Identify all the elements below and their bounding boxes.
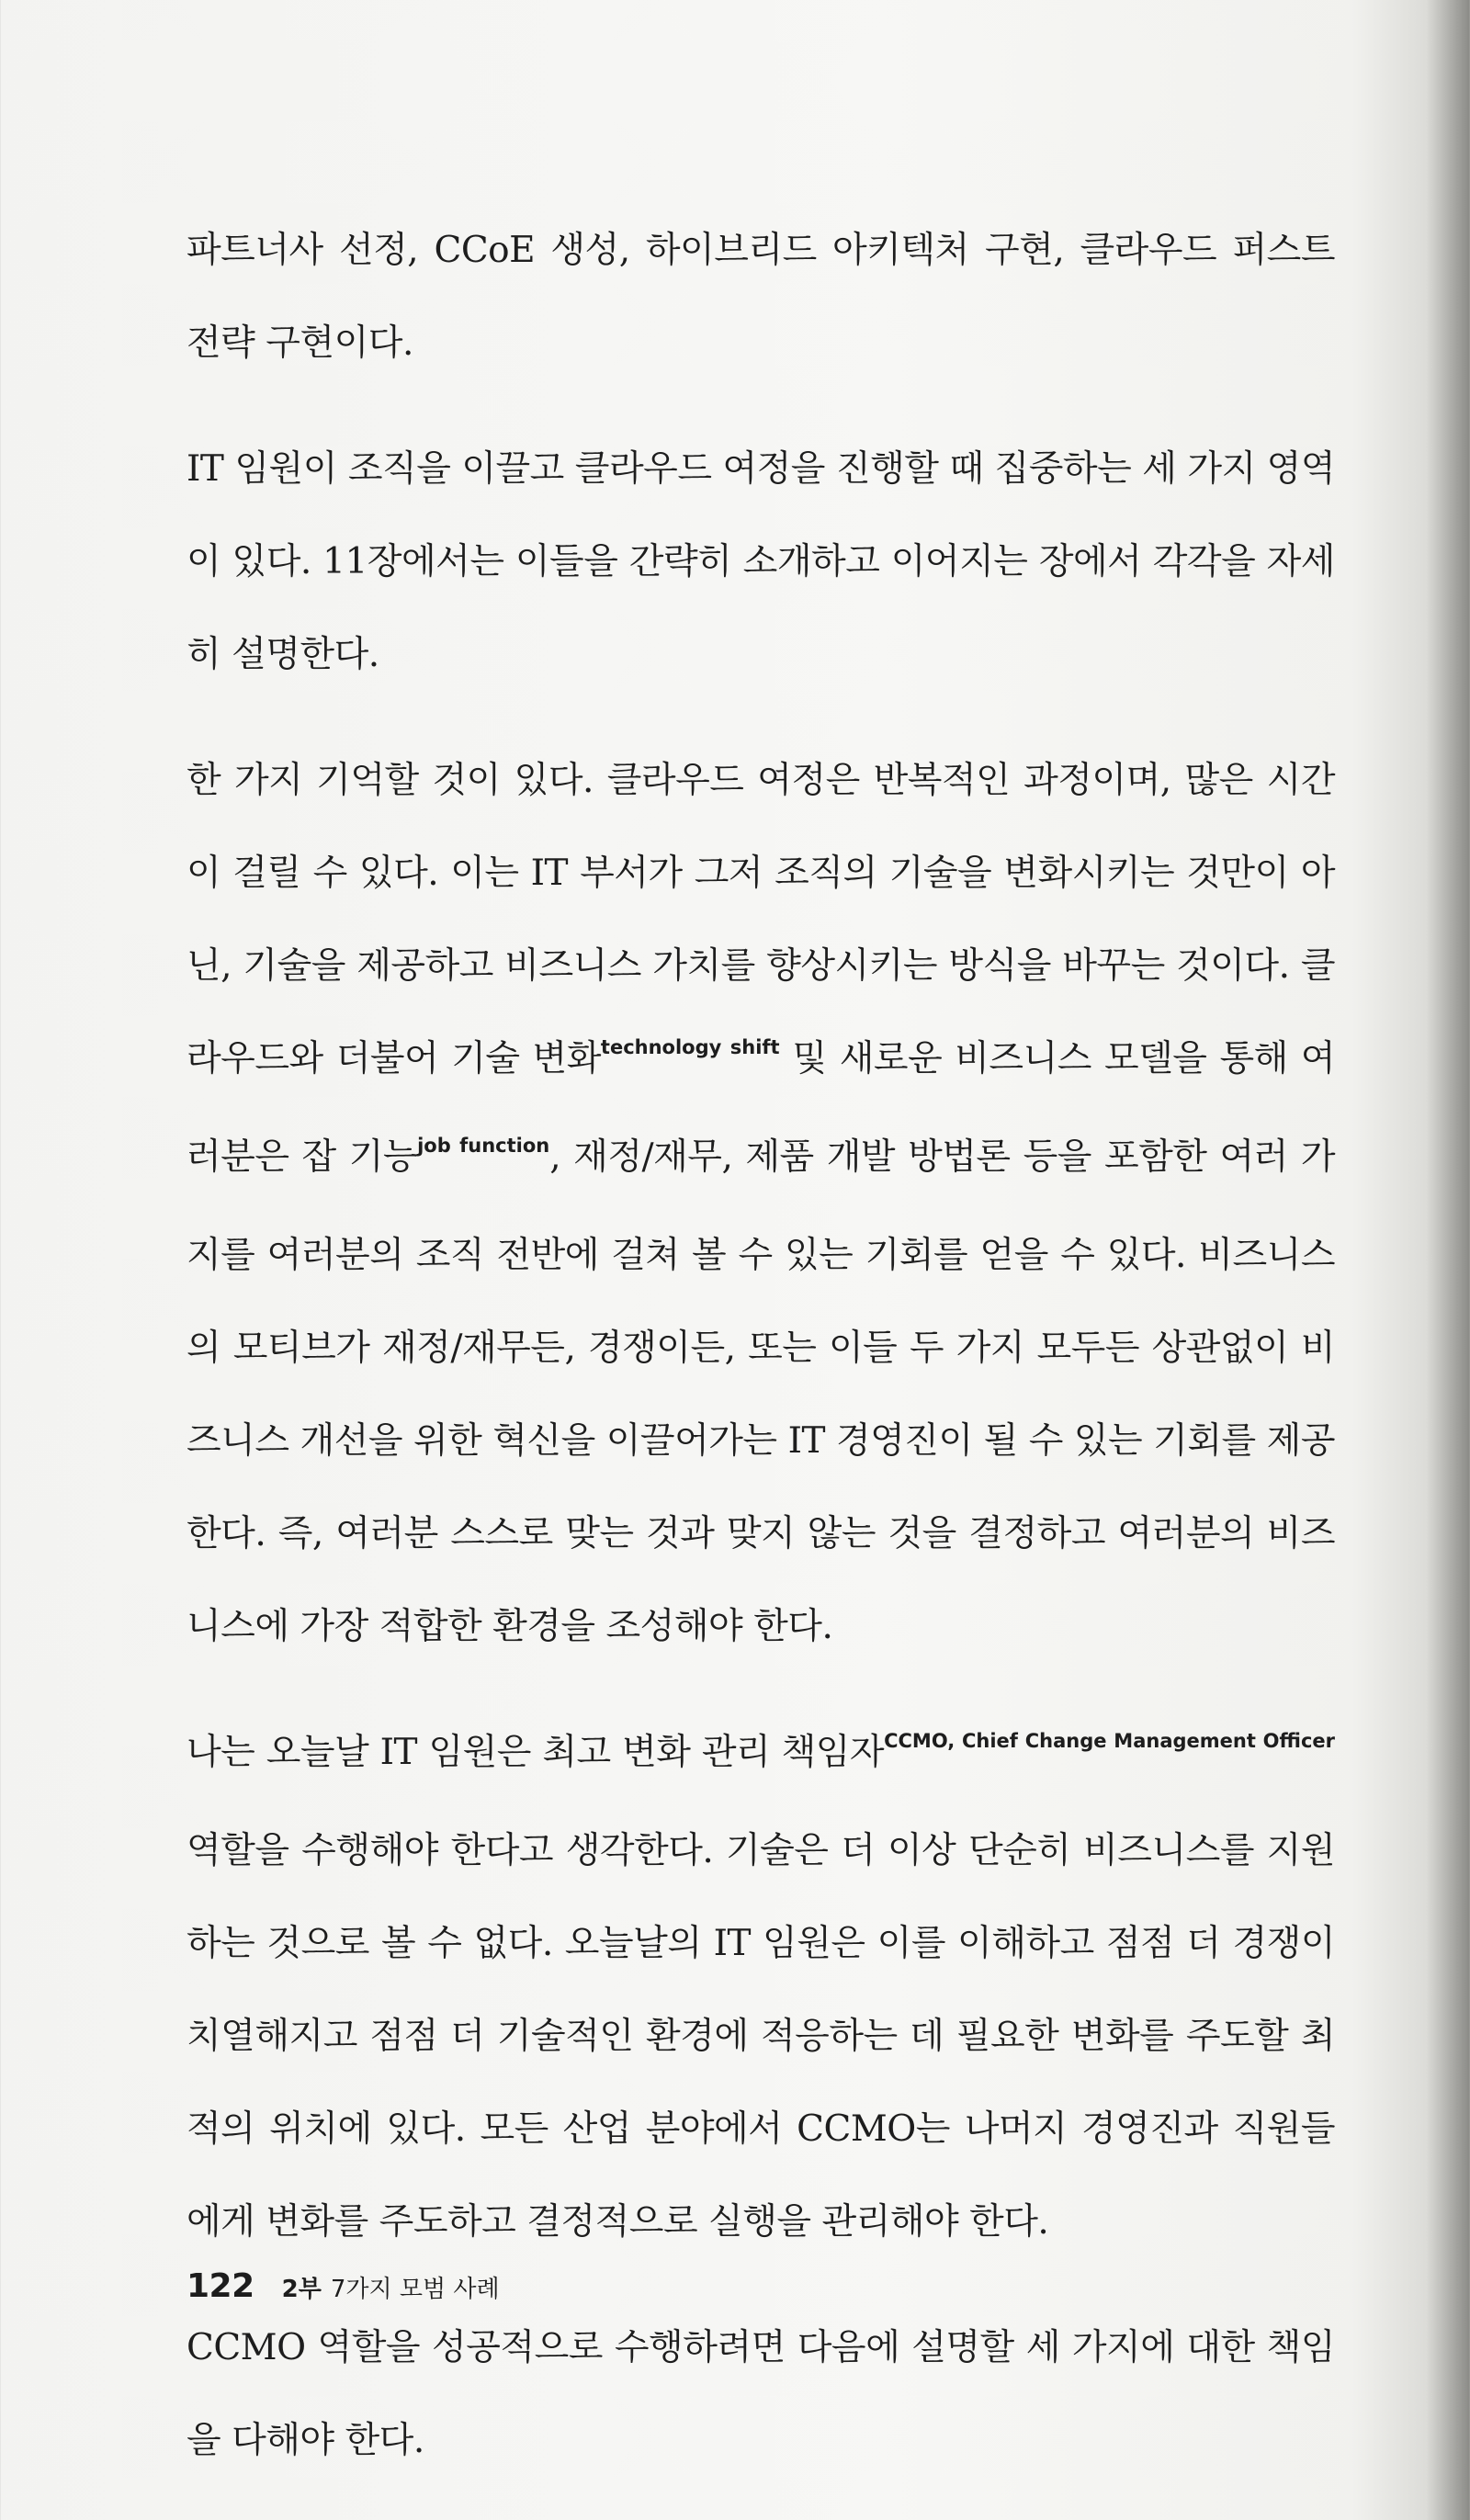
paragraph-text-part: 한 가지 기억할 것이 있다. 클라우드 여정은 반복적인 과정이며, 많은 시간이 걸릴 수 있다. 이는 IT 부서가 그저 조직의 기술을 변화시키는 것만이 아닌, 기술을 제공하고 비즈니스 가치를 향상시키는 방식을 바꾸는 것이다. 클라우드와 더불어 기술 변화 <box>187 760 1335 1079</box>
paragraph-text-part: 역할을 수행해야 한다고 생각한다. 기술은 더 이상 단순히 비즈니스를 지원하는 것으로 볼 수 없다. 오늘날의 IT 임원은 이를 이해하고 점점 더 경쟁이 치열해지고 점점 더 기술적인 환경에 적응하는 데 필요한 변화를 주도할 최적의 위치에 있다. 모든 산업 분야에서 CCMO는 나머지 경영진과 직원들에게 변화를 주도하고 결정적으로 실행을 관리해야 한다. <box>187 1830 1335 2243</box>
page-footer <box>187 2267 500 2305</box>
paragraph-text: CCMO 역할을 성공적으로 수행하려면 다음에 설명할 세 가지에 대한 책임을 다해야 한다. <box>187 2327 1335 2461</box>
paragraph-ccmo-role <box>187 1706 1335 2268</box>
term-annotation-job-function: job function <box>417 1135 550 1157</box>
part-label: 2부 <box>281 2276 322 2303</box>
paragraph-text: 파트너사 선정, CCoE 생성, 하이브리드 아키텍처 구현, 클라우드 퍼스트 전략 구현이다. <box>187 230 1335 364</box>
term-annotation-ccmo: CCMO, Chief Change Management Officer <box>884 1730 1336 1752</box>
paragraph-ccmo-responsibilities <box>187 2301 1335 2487</box>
paragraph-text-part: , 재정/재무, 제품 개발 방법론 등을 포함한 여러 가지를 여러분의 조직 전반에 걸쳐 볼 수 있는 기회를 얻을 수 있다. 비즈니스의 모티브가 재정/재무든, 경쟁이든, 또는 이들 두 가지 모두든 상관없이 비즈니스 개선을 위한 혁신을 이끌어가는 IT 경영진이 될 수 있는 기회를 제공한다. 즉, 여러분 스스로 맞는 것과 맞지 않는 것을 결정하고 여러분의 비즈니스에 가장 적합한 환경을 조성해야 한다. <box>187 1136 1336 1647</box>
paragraph-text: IT 임원이 조직을 이끌고 클라우드 여정을 진행할 때 집중하는 세 가지 영역이 있다. 11장에서는 이들을 간략히 소개하고 이어지는 장에서 각각을 자세히 설명한다. <box>187 448 1335 675</box>
term-annotation-technology-shift: technology shift <box>600 1036 780 1058</box>
page-content <box>187 204 1335 2520</box>
paragraph-three-areas <box>187 423 1335 701</box>
paragraph-partner-selection <box>187 204 1335 390</box>
paragraph-text-part: 및 새로운 비즈니스 모델을 통해 여러분은 잡 기능 <box>187 1038 1335 1178</box>
paragraph-text-part: 나는 오늘날 IT 임원은 최고 변화 관리 책임자 <box>187 1732 885 1773</box>
page-number: 122 <box>187 2267 254 2305</box>
paragraph-cloud-journey <box>187 734 1335 1673</box>
chapter-title: 7가지 모범 사례 <box>330 2276 500 2303</box>
